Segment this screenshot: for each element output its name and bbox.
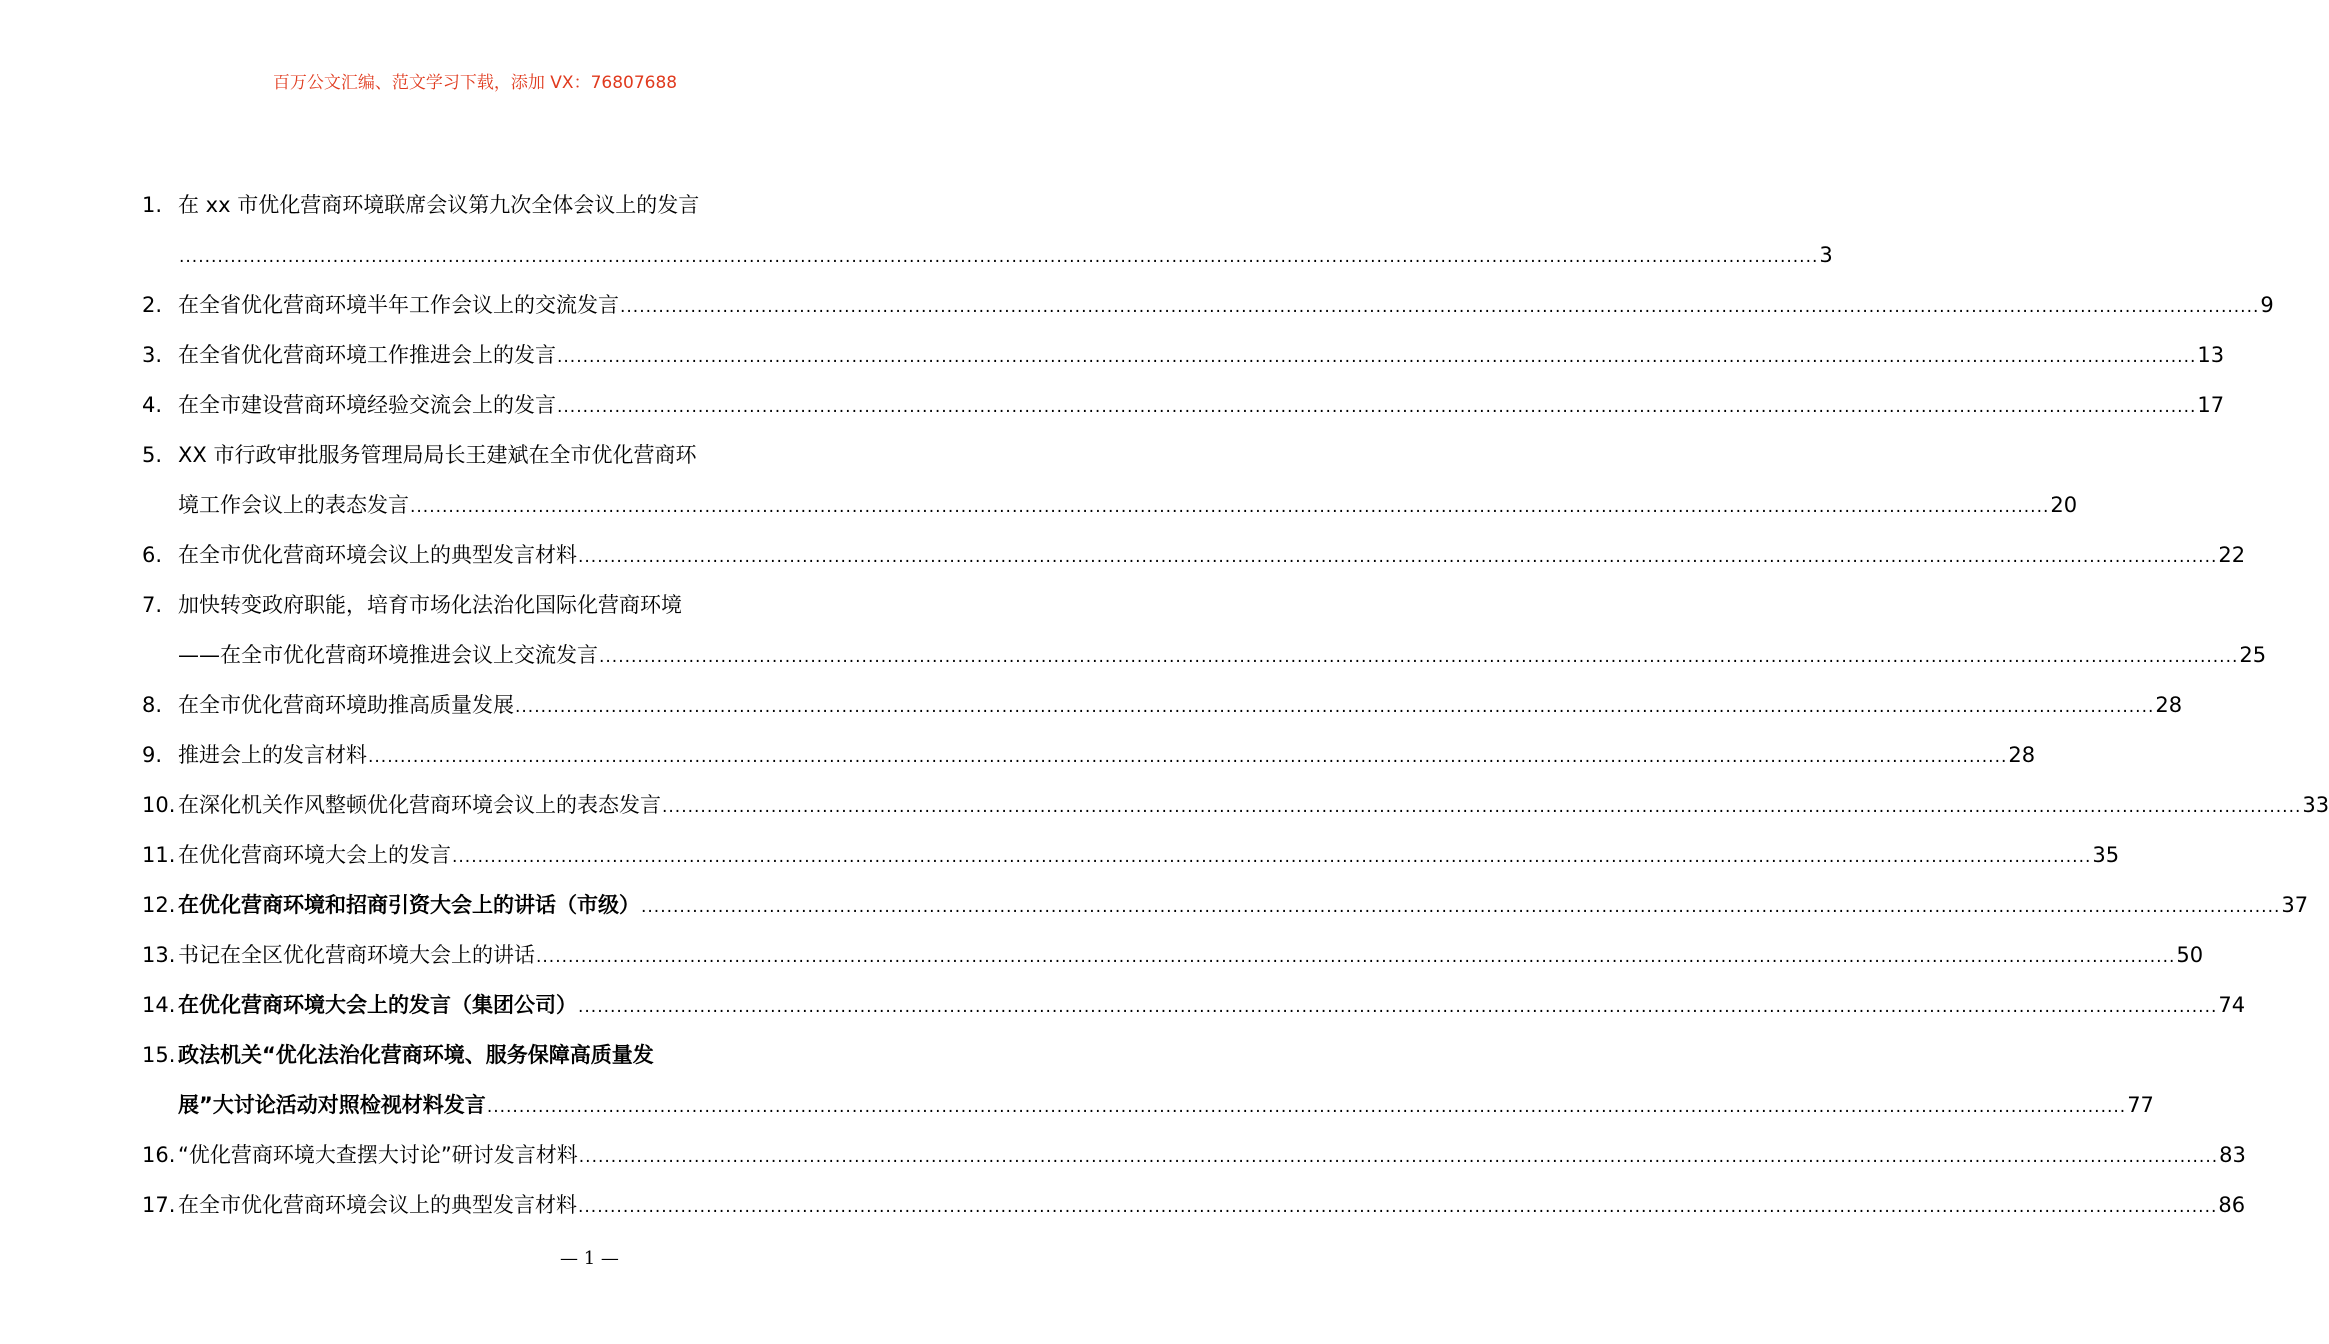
toc-entry-number: 3. [142, 343, 163, 367]
toc-entry-17[interactable] [142, 1180, 2246, 1230]
toc-entry-9[interactable] [142, 730, 2036, 780]
toc-leader-dots [556, 332, 2197, 382]
toc-entry-title-cont: 境工作会议上的表态发言 [178, 493, 409, 517]
toc-leader-dots [409, 482, 2050, 532]
toc-entry-16[interactable] [142, 1130, 2246, 1180]
toc-entry-1[interactable] [142, 180, 1833, 280]
toc-entry-number: 5. [142, 443, 163, 467]
toc-entry-number: 10. [142, 793, 176, 817]
toc-entry-title: XX 市行政审批服务管理局局长王建斌在全市优化营商环 [178, 443, 697, 467]
toc-entry-14[interactable] [142, 980, 2246, 1030]
toc-entry-title: 政法机关“优化法治化营商环境、服务保障高质量发 [178, 1043, 654, 1067]
toc-entry-number: 16. [142, 1143, 176, 1167]
toc-entry-page: 83 [2219, 1143, 2246, 1167]
toc-leader-dots [577, 532, 2218, 582]
toc-leader-dots [598, 632, 2239, 682]
toc-leader-dots [577, 1182, 2218, 1232]
toc-entry-number: 7. [142, 593, 163, 617]
toc-entry-11[interactable] [142, 830, 2120, 880]
toc-entry-title: 在优化营商环境和招商引资大会上的讲话（市级） [178, 893, 640, 917]
toc-entry-number: 12. [142, 893, 176, 917]
toc-entry-number: 15. [142, 1043, 176, 1067]
toc-entry-title: 在全省优化营商环境半年工作会议上的交流发言 [178, 293, 619, 317]
toc-leader-dots [619, 282, 2260, 332]
toc-leader-dots [367, 732, 2008, 782]
toc-leader-dots [578, 1132, 2219, 1182]
toc-entry-title: 推进会上的发言材料 [178, 743, 367, 767]
toc-entry-title: 在全市优化营商环境助推高质量发展 [178, 693, 514, 717]
toc-entry-title: 在 xx 市优化营商环境联席会议第九次全体会议上的发言 [178, 193, 700, 217]
toc-entry-page: 28 [2008, 743, 2036, 767]
toc-entry-number: 14. [142, 993, 176, 1017]
toc-entry-title: 在全省优化营商环境工作推进会上的发言 [178, 343, 556, 367]
toc-entry-page: 3 [1819, 243, 1833, 267]
toc-entry-page: 25 [2239, 643, 2267, 667]
toc-entry-8[interactable] [142, 680, 2183, 730]
toc-entry-page: 17 [2197, 393, 2225, 417]
toc-entry-page: 13 [2197, 343, 2225, 367]
toc-entry-number: 6. [142, 543, 163, 567]
toc-entry-15[interactable] [142, 1030, 2154, 1130]
toc-entry-number: 8. [142, 693, 163, 717]
toc-leader-dots [178, 232, 1819, 282]
toc-entry-number: 11. [142, 843, 176, 867]
toc-entry-number: 4. [142, 393, 163, 417]
toc-leader-dots [535, 932, 2176, 982]
toc-entry-title: “优化营商环境大查摆大讨论”研讨发言材料 [178, 1143, 578, 1167]
toc-entry-page: 33 [2302, 793, 2329, 817]
toc-entry-page: 86 [2218, 1193, 2246, 1217]
toc-entry-page: 28 [2155, 693, 2183, 717]
toc-entry-6[interactable] [142, 530, 2246, 580]
toc-leader-dots [661, 782, 2302, 832]
table-of-contents [142, 180, 2329, 1230]
toc-entry-4[interactable] [142, 380, 2225, 430]
toc-entry-2[interactable] [142, 280, 2274, 330]
toc-entry-5[interactable] [142, 430, 2078, 530]
toc-entry-title: 在全市优化营商环境会议上的典型发言材料 [178, 1193, 577, 1217]
toc-entry-page: 35 [2092, 843, 2120, 867]
toc-leader-dots [640, 882, 2281, 932]
toc-entry-number: 13. [142, 943, 176, 967]
header-watermark: 百万公文汇编、范文学习下载，添加 VX：76807688 [272, 73, 678, 93]
toc-entry-number: 17. [142, 1193, 176, 1217]
toc-entry-number: 9. [142, 743, 163, 767]
toc-entry-13[interactable] [142, 930, 2204, 980]
toc-entry-number: 2. [142, 293, 163, 317]
toc-entry-title: 在全市优化营商环境会议上的典型发言材料 [178, 543, 577, 567]
toc-entry-page: 9 [2260, 293, 2274, 317]
page-number: — 1 — [560, 1248, 619, 1269]
toc-entry-title: 在优化营商环境大会上的发言（集团公司） [178, 993, 577, 1017]
toc-entry-number: 1. [142, 193, 163, 217]
toc-entry-page: 50 [2176, 943, 2204, 967]
toc-entry-title-cont: 展”大讨论活动对照检视材料发言 [178, 1093, 486, 1117]
toc-entry-title-cont: ——在全市优化营商环境推进会议上交流发言 [178, 643, 598, 667]
toc-entry-title: 在全市建设营商环境经验交流会上的发言 [178, 393, 556, 417]
toc-entry-page: 74 [2218, 993, 2246, 1017]
toc-entry-title: 在深化机关作风整顿优化营商环境会议上的表态发言 [178, 793, 661, 817]
toc-entry-page: 37 [2281, 893, 2309, 917]
toc-entry-10[interactable] [142, 780, 2329, 830]
toc-entry-12[interactable] [142, 880, 2309, 930]
toc-entry-title: 加快转变政府职能，培育市场化法治化国际化营商环境 [178, 593, 682, 617]
toc-entry-page: 20 [2050, 493, 2078, 517]
toc-leader-dots [486, 1082, 2127, 1132]
toc-leader-dots [577, 982, 2218, 1032]
toc-entry-page: 77 [2127, 1093, 2154, 1117]
toc-leader-dots [514, 682, 2155, 732]
toc-entry-3[interactable] [142, 330, 2225, 380]
toc-leader-dots [556, 382, 2197, 432]
toc-entry-title: 在优化营商环境大会上的发言 [178, 843, 451, 867]
toc-entry-7[interactable] [142, 580, 2267, 680]
toc-entry-title: 书记在全区优化营商环境大会上的讲话 [178, 943, 535, 967]
toc-entry-page: 22 [2218, 543, 2246, 567]
toc-leader-dots [451, 832, 2092, 882]
